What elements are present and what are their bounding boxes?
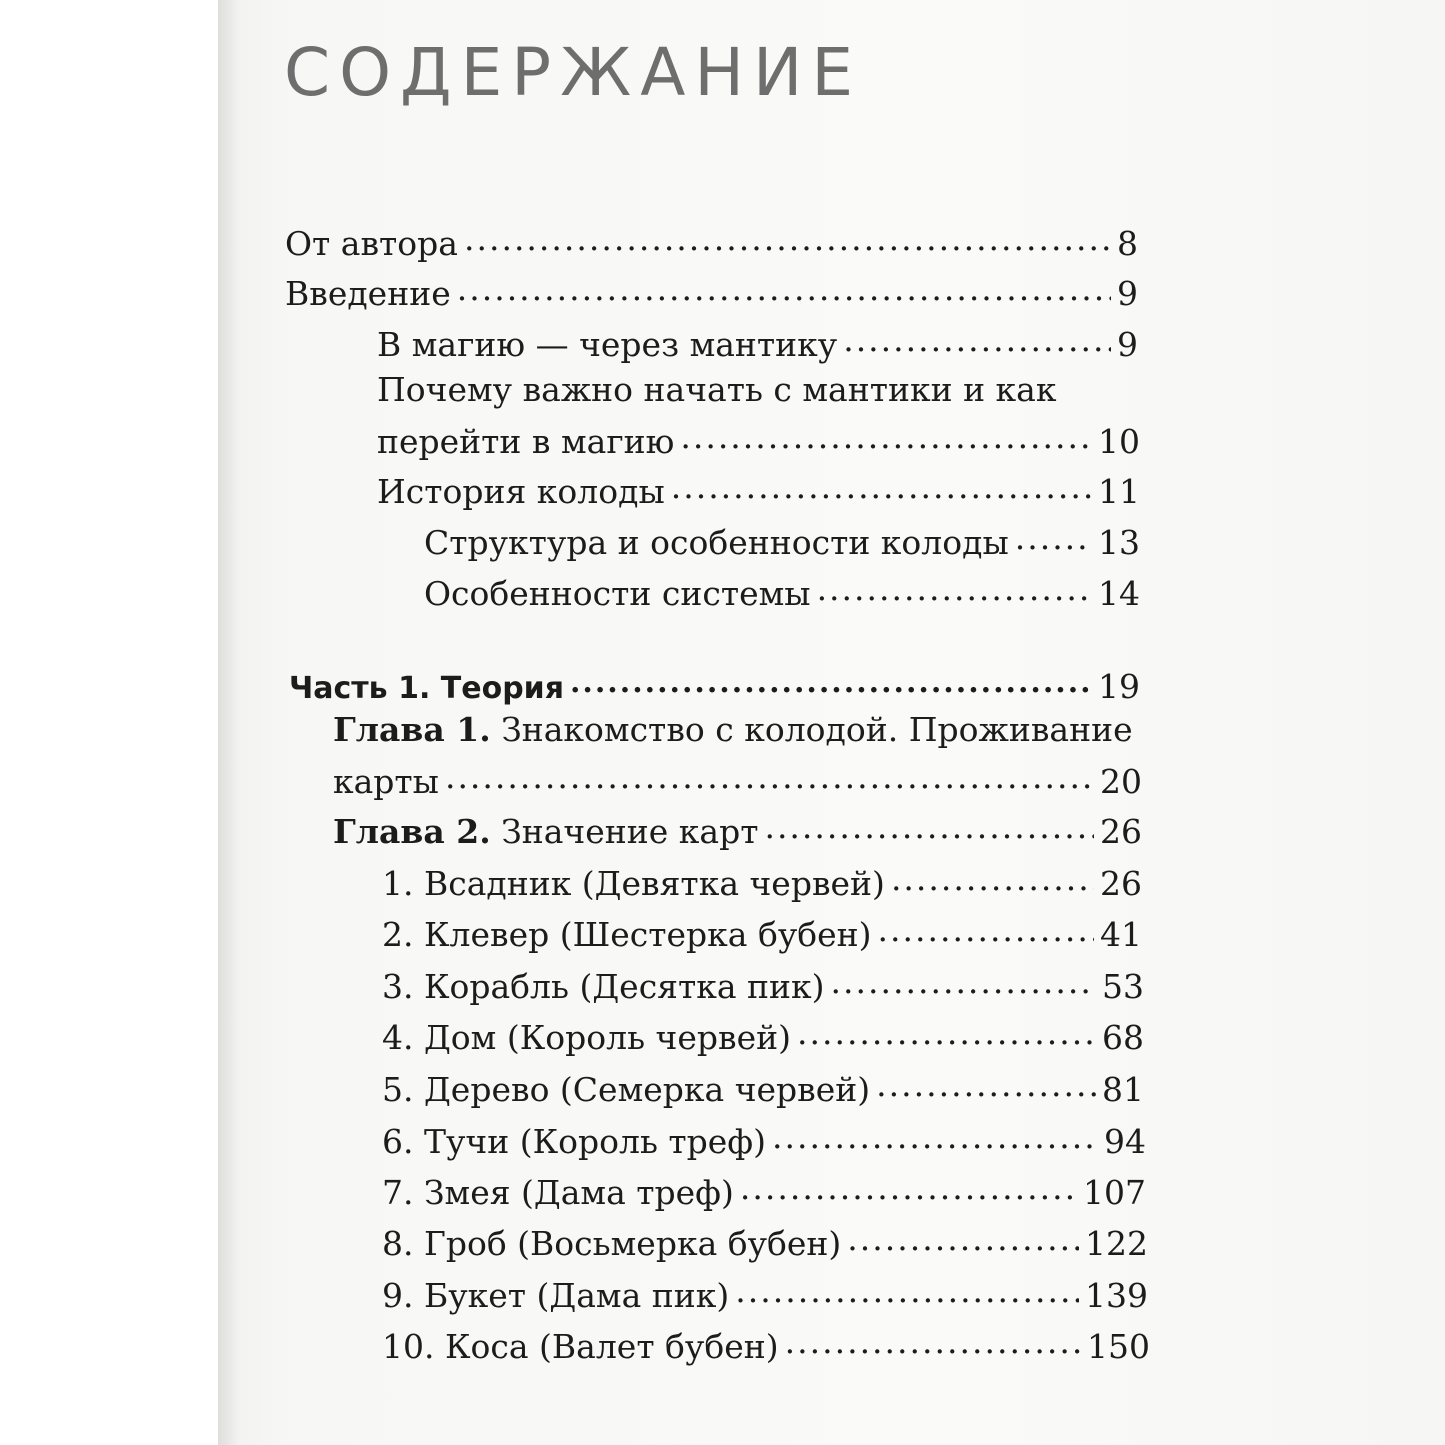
toc-card-entry (382, 965, 1144, 1006)
toc-card-entry (382, 862, 1142, 903)
toc-entry-label: Особенности системы (424, 574, 811, 613)
toc-leader-dots (570, 668, 1092, 698)
toc-leader-dots (772, 1120, 1098, 1153)
toc-chapter-entry (333, 810, 1142, 851)
toc-entry-label: 7. Змея (Дама треф) (382, 1173, 734, 1212)
toc-page-number: 8 (1117, 224, 1138, 263)
toc-entry (377, 470, 1140, 511)
toc-page-number: 10 (1098, 422, 1140, 461)
toc-card-entry (382, 1222, 1148, 1263)
toc-entry (377, 323, 1138, 364)
toc-leader-dots (735, 1274, 1079, 1307)
toc-leader-dots (817, 572, 1092, 605)
toc-page-number: 9 (1117, 274, 1138, 313)
toc-chapter-entry (333, 760, 1142, 801)
toc-page-number: 26 (1100, 864, 1142, 903)
toc-entry-label: Часть 1. Теория (289, 671, 564, 706)
toc-page-number: 26 (1100, 812, 1142, 851)
toc-leader-dots (1015, 521, 1092, 554)
toc-chapter-prefix: Глава 1. (333, 710, 491, 749)
toc-entry-label: В магию — через мантику (377, 325, 838, 364)
toc-leader-dots (785, 1325, 1081, 1358)
toc-part-heading (289, 668, 1140, 704)
toc-chapter-prefix: Глава 2. (333, 812, 491, 851)
toc-leader-dots (457, 272, 1111, 305)
toc-page-number: 150 (1087, 1327, 1150, 1366)
toc-entry-label: 10. Коса (Валет бубен) (382, 1327, 779, 1366)
toc-card-entry (382, 1171, 1146, 1212)
toc-leader-dots (445, 760, 1094, 793)
toc-entry (377, 420, 1140, 461)
toc-entry-label: История колоды (377, 472, 665, 511)
toc-card-entry (382, 1325, 1150, 1366)
toc-entry-label: 2. Клевер (Шестерка бубен) (382, 915, 872, 954)
toc-entry-label: 5. Дерево (Семерка червей) (382, 1070, 871, 1109)
toc-page-number: 81 (1102, 1070, 1144, 1109)
toc-entry-label: 1. Всадник (Девятка червей) (382, 864, 885, 903)
toc-leader-dots (671, 470, 1092, 503)
toc-entry-label-line1: Почему важно начать с мантики и как (377, 370, 1057, 409)
toc-entry (285, 272, 1138, 313)
toc-leader-dots (740, 1171, 1077, 1204)
toc-page-number: 68 (1102, 1018, 1144, 1057)
toc-card-entry (382, 1016, 1144, 1057)
toc-card-entry (382, 1068, 1144, 1109)
toc-page-number: 11 (1098, 472, 1140, 511)
toc-entry-label: Введение (285, 274, 451, 313)
toc-leader-dots (464, 222, 1111, 255)
toc-page-number: 41 (1100, 915, 1142, 954)
toc-leader-dots (797, 1016, 1096, 1049)
toc-entry (424, 521, 1140, 562)
toc-card-entry (382, 1274, 1148, 1315)
toc-card-entry (382, 1120, 1146, 1161)
toc-entry-label: Структура и особенности колоды (424, 523, 1009, 562)
toc-leader-dots (680, 420, 1092, 453)
toc-leader-dots (843, 323, 1111, 356)
toc-entry-label: перейти в магию (377, 422, 675, 461)
toc-page-number: 122 (1085, 1224, 1148, 1263)
toc-leader-dots (876, 1068, 1096, 1101)
toc-entry (424, 572, 1140, 613)
toc-entry-label-line1: Знакомство с колодой. Проживание (501, 710, 1133, 749)
toc-leader-dots (847, 1222, 1079, 1255)
toc-page-number: 9 (1117, 325, 1138, 364)
toc-page-number: 139 (1085, 1276, 1148, 1315)
toc-page-number: 19 (1098, 667, 1140, 706)
toc-entry-label: Значение карт (501, 812, 759, 851)
toc-entry-label: 4. Дом (Король червей) (382, 1018, 791, 1057)
toc-entry-label: 9. Букет (Дама пик) (382, 1276, 730, 1315)
toc-page-number: 20 (1100, 762, 1142, 801)
toc-card-entry (382, 913, 1142, 954)
toc-chapter-line1 (333, 710, 1133, 749)
toc-entry-label: 6. Тучи (Король треф) (382, 1122, 767, 1161)
toc-entry-label: 3. Корабль (Десятка пик) (382, 967, 825, 1006)
toc-page-number: 13 (1098, 523, 1140, 562)
toc-entry-label: карты (333, 762, 439, 801)
toc-leader-dots (831, 965, 1096, 998)
toc-chapter-title (333, 812, 759, 851)
toc-page-number: 14 (1098, 574, 1140, 613)
toc-entry (285, 222, 1138, 263)
toc-leader-dots (878, 913, 1094, 946)
toc-leader-dots (891, 862, 1094, 895)
toc-entry-label: 8. Гроб (Восьмерка бубен) (382, 1224, 842, 1263)
toc-page-number: 107 (1083, 1173, 1146, 1212)
toc-page-number: 53 (1102, 967, 1144, 1006)
page-title: СОДЕРЖАНИЕ (284, 34, 863, 111)
toc-entry-label: От автора (285, 224, 458, 263)
toc-leader-dots (764, 810, 1094, 843)
toc-page-number: 94 (1104, 1122, 1146, 1161)
